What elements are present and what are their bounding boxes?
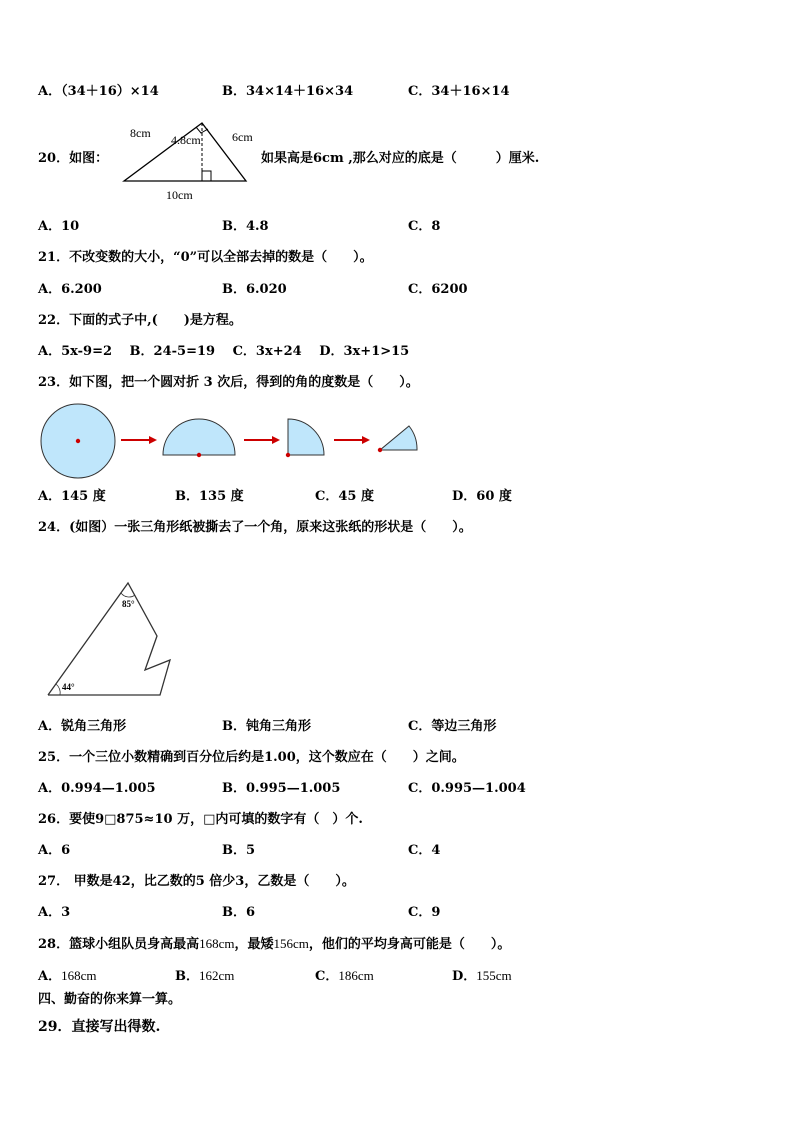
- q26-option-a: A．6: [38, 843, 71, 858]
- q28-option-c: C．186cm: [315, 968, 374, 984]
- q20-option-c: C．8: [408, 219, 441, 234]
- q22-question: 22．下面的式子中,( )是方程。: [38, 313, 242, 328]
- q25-option-c: C．0.995—1.004: [408, 781, 526, 796]
- q20-side-right-label: 6cm: [232, 130, 253, 144]
- q28-max-height: 168cm: [199, 936, 235, 951]
- q23-option-b: B．135 度: [175, 489, 244, 504]
- q23-option-d: D．60 度: [452, 489, 512, 504]
- q22-options: A．5x-9=2 B．24-5=19 C．3x+24 D．3x+1>15: [38, 344, 410, 359]
- q23-question: 23．如下图，把一个圆对折 3 次后，得到的角的度数是（ ）。: [38, 375, 419, 390]
- q26-question: 26．要使9□875≈10 万，□内可填的数字有（ ）个.: [38, 812, 363, 827]
- q24-option-c: C．等边三角形: [408, 719, 497, 734]
- q27-option-a: A．3: [38, 905, 71, 920]
- q26-option-b: B．5: [222, 843, 256, 858]
- q20-base-label: 10cm: [166, 188, 193, 202]
- q29-question: 29．直接写出得数.: [38, 1019, 161, 1035]
- q28-min-height: 156cm: [273, 936, 309, 951]
- q24-top-angle-label: 85°: [122, 599, 135, 609]
- q20-option-a: A．10: [38, 219, 80, 234]
- q28-option-a: A．168cm: [38, 968, 97, 984]
- q27-question: 27． 甲数是42，比乙数的5 倍少3，乙数是（ ）。: [38, 874, 355, 889]
- q20-height-label: 4.8cm: [171, 133, 201, 147]
- q19-option-a: A．（34＋16）×14: [38, 84, 159, 99]
- q25-option-a: A．0.994—1.005: [38, 781, 156, 796]
- q21-option-a: A．6.200: [38, 282, 102, 297]
- q24-question: 24．(如图）一张三角形纸被撕去了一个角，原来这张纸的形状是（ ）。: [38, 520, 472, 535]
- q19-option-b: B．34×14＋16×34: [222, 84, 354, 99]
- q28-text-part1: 28．篮球小组队员身高最高: [38, 937, 200, 952]
- q20-side-left-label: 8cm: [130, 126, 151, 140]
- q27-option-c: C．9: [408, 905, 441, 920]
- q24-option-a: A．锐角三角形: [38, 719, 127, 734]
- q28-question: [38, 936, 510, 953]
- q19-option-c: C．34＋16×14: [408, 84, 510, 99]
- q21-option-b: B．6.020: [222, 282, 287, 297]
- section-4-heading: 四、勤奋的你来算一算。: [38, 992, 182, 1007]
- q20-option-b: B．4.8: [222, 219, 269, 234]
- q28-option-d: D．155cm: [452, 968, 512, 984]
- q24-left-angle-label: 44°: [62, 682, 75, 692]
- q28-text-part2: ，最矮: [234, 937, 274, 952]
- q23-option-a: A．145 度: [38, 489, 106, 504]
- q25-option-b: B．0.995—1.005: [222, 781, 341, 796]
- q24-option-b: B．钝角三角形: [222, 719, 311, 734]
- q21-option-c: C．6200: [408, 282, 468, 297]
- q27-option-b: B．6: [222, 905, 256, 920]
- q21-question: 21．不改变数的大小，“0”可以全部去掉的数是（ ）。: [38, 250, 373, 265]
- q20-suffix: 如果高是6cm ,那么对应的底是（ ）厘米.: [261, 151, 540, 166]
- q23-option-c: C．45 度: [315, 489, 374, 504]
- q28-text-part3: ，他们的平均身高可能是（ ）。: [308, 937, 511, 952]
- q26-option-c: C．4: [408, 843, 441, 858]
- q25-question: 25．一个三位小数精确到百分位后约是1.00，这个数应在（ ）之间。: [38, 750, 465, 765]
- q28-option-b: B．162cm: [175, 968, 235, 984]
- q20-prefix: 20．如图：: [38, 151, 109, 166]
